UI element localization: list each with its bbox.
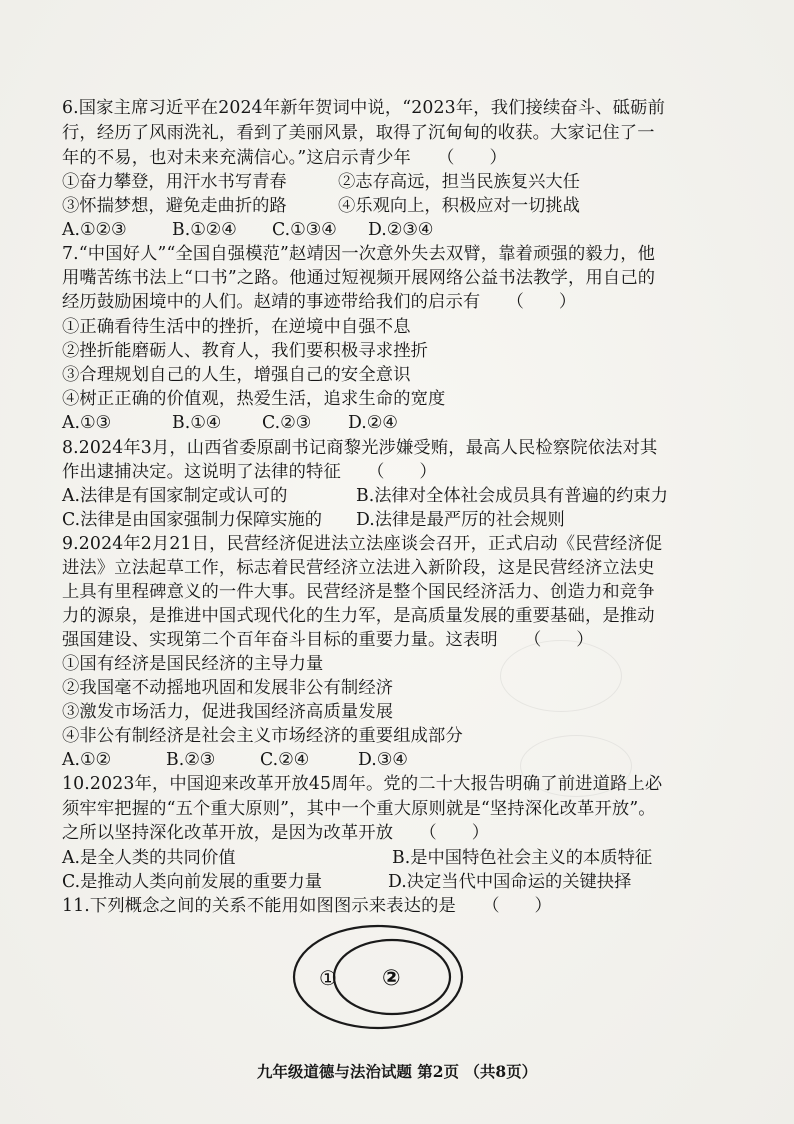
q10-line-2: 须牢牢把握的“五个重大原则”，其中一个重大原则就是“坚持深化改革开放”。 [62, 799, 656, 819]
q6-statement-2: ②志存高远，担当民族复兴大任 [338, 172, 580, 192]
q10-option-d[interactable]: D.决定当代中国命运的关键抉择 [388, 872, 632, 892]
q8-option-a[interactable]: A.法律是有国家制定或认可的 [62, 486, 288, 506]
q7-option-c[interactable]: C.②③ [262, 413, 312, 433]
q10-line-3: 之所以坚持深化改革开放，是因为改革开放 （ ） [62, 823, 490, 843]
q6-option-c[interactable]: C.①③④ [272, 220, 337, 240]
diagram-label-inner: ② [382, 966, 401, 991]
q9-line-2: 进法》立法起草工作，标志着民营经济立法进入新阶段，这是民营经济立法史 [62, 558, 655, 578]
q10-option-b[interactable]: B.是中国特色社会主义的本质特征 [392, 848, 653, 868]
nested-ellipse-diagram [290, 922, 470, 1032]
q9-statement-4: ④非公有制经济是社会主义市场经济的重要组成部分 [62, 726, 463, 746]
q6-option-b[interactable]: B.①②④ [172, 220, 237, 240]
q6-statement-4: ④乐观向上，积极应对一切挑战 [338, 196, 580, 216]
q10-line-1: 10.2023年，中国迎来改革开放45周年。党的二十大报告明确了前进道路上必 [62, 774, 663, 794]
q7-statement-4: ④树正正确的价值观，热爱生活，追求生命的宽度 [62, 389, 446, 409]
q10-option-a[interactable]: A.是全人类的共同价值 [62, 848, 236, 868]
q6-statement-3: ③怀揣梦想，避免走曲折的路 [62, 196, 287, 216]
q11-line-1: 11.下列概念之间的关系不能用如图图示来表达的是 （ ） [62, 896, 552, 916]
q9-option-b[interactable]: B.②③ [166, 750, 216, 770]
q6-option-a[interactable]: A.①②③ [62, 220, 127, 240]
q6-line-3: 年的不易，也对未来充满信心。”这启示青少年 （ ） [62, 148, 507, 168]
q9-line-1: 9.2024年2月21日，民营经济促进法立法座谈会召开，正式启动《民营经济促 [62, 534, 663, 554]
q6-line-2: 行，经历了风雨洗礼，看到了美丽风景，取得了沉甸甸的收获。大家记住了一 [62, 123, 655, 143]
q9-statement-1: ①国有经济是国民经济的主导力量 [62, 654, 324, 674]
q6-statement-1: ①奋力攀登，用汗水书写青春 [62, 172, 287, 192]
page-footer: 九年级道德与法治试题 第2页 （共8页） [256, 1062, 538, 1081]
q7-line-2: 用嘴苦练书法上“口书”之路。他通过短视频开展网络公益书法教学，用自己的 [62, 268, 656, 288]
q9-option-d[interactable]: D.③④ [358, 750, 408, 770]
q7-option-d[interactable]: D.②④ [348, 413, 398, 433]
q8-line-1: 8.2024年3月，山西省委原副书记商黎光涉嫌受贿，最高人民检察院依法对其 [62, 438, 658, 458]
q7-option-b[interactable]: B.①④ [172, 413, 222, 433]
q7-statement-3: ③合理规划自己的人生，增强自己的安全意识 [62, 365, 411, 385]
q9-line-5: 强国建设、实现第二个百年奋斗目标的重要力量。这表明 （ ） [62, 630, 594, 650]
q7-statement-2: ②挫折能磨砺人、教育人，我们要积极寻求挫折 [62, 341, 429, 361]
q7-option-a[interactable]: A.①③ [62, 413, 111, 433]
q7-statement-1: ①正确看待生活中的挫折，在逆境中自强不息 [62, 317, 411, 337]
q9-statement-3: ③激发市场活力，促进我国经济高质量发展 [62, 702, 394, 722]
q9-option-c[interactable]: C.②④ [260, 750, 310, 770]
q7-line-3: 经历鼓励困境中的人们。赵靖的事迹带给我们的启示有 （ ） [62, 292, 577, 312]
q7-line-1: 7.“中国好人”“全国自强模范”赵靖因一次意外失去双臂，靠着顽强的毅力，他 [62, 244, 656, 264]
q9-line-3: 上具有里程碑意义的一件大事。民营经济是整个国民经济活力、创造力和竞争 [62, 582, 655, 602]
q8-option-d[interactable]: D.法律是最严厉的社会规则 [356, 510, 565, 530]
q9-statement-2: ②我国毫不动摇地巩固和发展非公有制经济 [62, 678, 394, 698]
q6-option-d[interactable]: D.②③④ [368, 220, 434, 240]
q10-option-c[interactable]: C.是推动人类向前发展的重要力量 [62, 872, 323, 892]
q8-option-c[interactable]: C.法律是由国家强制力保障实施的 [62, 510, 323, 530]
q9-line-4: 力的源泉，是推进中国式现代化的生力军，是高质量发展的重要基础，是推动 [62, 606, 655, 626]
q8-line-2: 作出逮捕决定。这说明了法律的特征 （ ） [62, 462, 437, 482]
q8-option-b[interactable]: B.法律对全体社会成员具有普遍的约束力 [356, 486, 668, 506]
diagram-label-outer: ① [319, 966, 337, 990]
q6-line-1: 6.国家主席习近平在2024年新年贺词中说，“2023年，我们接续奋斗、砥砺前 [62, 98, 666, 118]
q9-option-a[interactable]: A.①② [62, 750, 111, 770]
